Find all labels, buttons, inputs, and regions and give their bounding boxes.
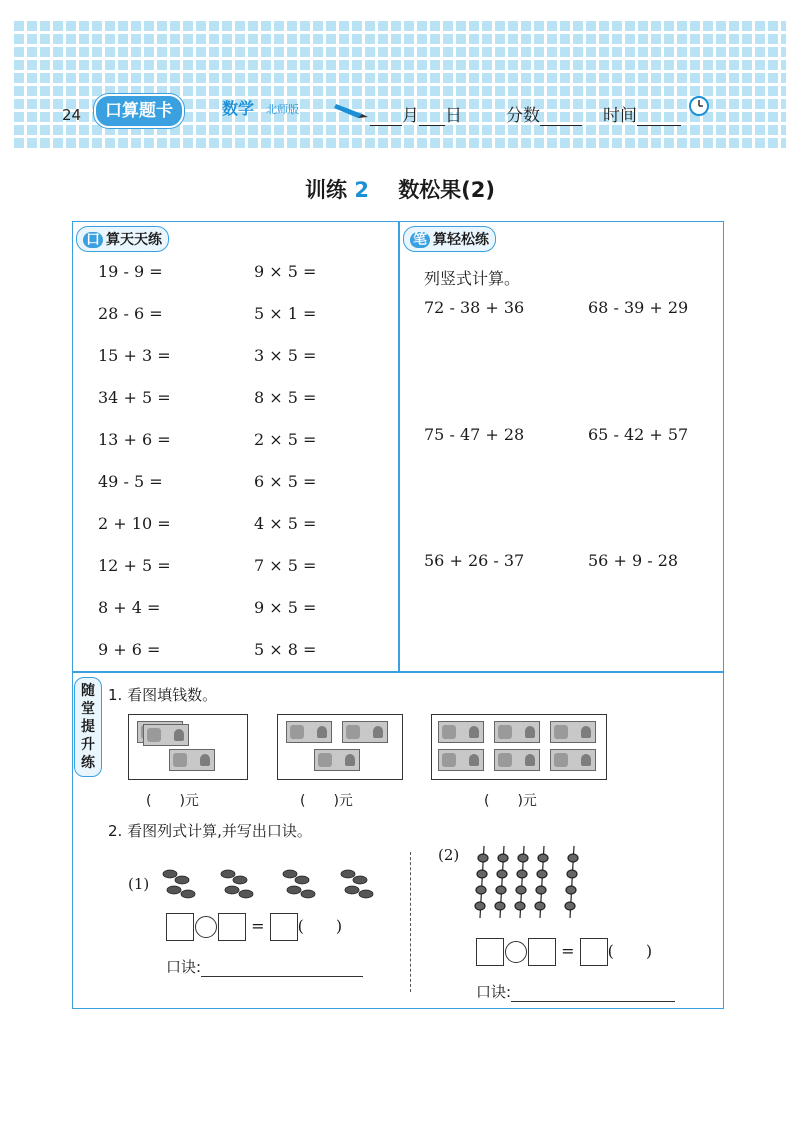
header-banner xyxy=(14,18,786,148)
unit-blank[interactable]: ( ) xyxy=(297,916,343,936)
time-label: 时间 xyxy=(603,106,637,126)
title-name: 数松果(2) xyxy=(398,178,495,202)
written-problem: 56 + 9 - 28 xyxy=(588,551,679,570)
clock-icon xyxy=(688,95,710,117)
banknote-icon xyxy=(342,721,388,743)
number-box[interactable] xyxy=(476,938,504,966)
oral-problem: 12 + 5 = xyxy=(98,556,171,575)
bead-strings-image xyxy=(474,844,584,922)
question-2: 2. 看图列式计算,并写出口诀。 xyxy=(108,822,312,840)
banknote-icon xyxy=(550,721,596,743)
oral-problem: 19 - 9 = xyxy=(98,262,163,281)
koujue-label: 口诀: xyxy=(476,983,512,1001)
oral-problem: 13 + 6 = xyxy=(98,430,171,449)
operator-circle[interactable] xyxy=(505,941,527,963)
month-label: 月 xyxy=(402,106,419,126)
brand-badge: 口算题卡 xyxy=(94,94,184,128)
koujue-row-1 xyxy=(166,956,363,977)
oral-tag xyxy=(76,226,169,252)
money-frame-1 xyxy=(128,714,248,780)
koujue-row-2 xyxy=(476,981,675,1002)
written-instruction: 列竖式计算。 xyxy=(424,269,521,288)
oral-problem: 5 × 8 = xyxy=(254,640,317,659)
pencil-icon xyxy=(334,100,370,120)
koujue-blank[interactable] xyxy=(511,985,675,1002)
written-problem: 68 - 39 + 29 xyxy=(588,298,689,317)
edition-label: 北师版 xyxy=(266,103,299,116)
oral-problem: 2 × 5 = xyxy=(254,430,317,449)
number-box[interactable] xyxy=(528,938,556,966)
answer-blank-3[interactable]: ( )元 xyxy=(484,793,537,809)
oral-problem: 4 × 5 = xyxy=(254,514,317,533)
written-tag-rest: 算轻松练 xyxy=(433,232,489,248)
banknote-icon xyxy=(550,749,596,771)
oral-problem: 9 × 5 = xyxy=(254,598,317,617)
banknote-icon xyxy=(286,721,332,743)
oral-problem: 49 - 5 = xyxy=(98,472,163,491)
title-number: 2 xyxy=(354,178,369,202)
answer-blank-1[interactable]: ( )元 xyxy=(146,793,199,809)
oral-problem: 28 - 6 = xyxy=(98,304,163,323)
oral-problem: 9 + 6 = xyxy=(98,640,161,659)
oral-problem: 5 × 1 = xyxy=(254,304,317,323)
written-problem: 65 - 42 + 57 xyxy=(588,425,689,444)
month-blank[interactable] xyxy=(370,107,402,126)
date-row xyxy=(370,101,462,126)
part-1-label: (1) xyxy=(128,875,150,893)
title-prefix: 训练 xyxy=(305,178,347,202)
oral-problem: 3 × 5 = xyxy=(254,346,317,365)
page-title xyxy=(0,174,800,204)
oral-problem: 34 + 5 = xyxy=(98,388,171,407)
equation-1 xyxy=(166,913,342,941)
banknote-icon xyxy=(438,721,484,743)
unit-blank[interactable]: ( ) xyxy=(607,941,653,961)
time-blank[interactable] xyxy=(637,107,681,126)
score-blank[interactable] xyxy=(540,107,582,126)
question-1: 1. 看图填钱数。 xyxy=(108,686,218,704)
koujue-blank[interactable] xyxy=(201,960,363,977)
oral-tag-rest: 算天天练 xyxy=(106,232,162,248)
part-2-label: (2) xyxy=(438,846,460,864)
oral-tag-first: 口 xyxy=(83,232,103,248)
practice-tag: 随堂提升练 xyxy=(74,677,102,777)
time-row xyxy=(603,101,681,126)
written-problem: 72 - 38 + 36 xyxy=(424,298,525,317)
subject-label: 数学 xyxy=(222,99,255,118)
banknote-icon xyxy=(169,749,215,771)
money-frame-3 xyxy=(431,714,607,780)
oral-problem: 15 + 3 = xyxy=(98,346,171,365)
oral-problem: 6 × 5 = xyxy=(254,472,317,491)
koujue-label: 口诀: xyxy=(166,958,202,976)
written-tag xyxy=(403,226,496,252)
oral-problem: 9 × 5 = xyxy=(254,262,317,281)
equals-sign: = xyxy=(251,916,265,936)
result-box[interactable] xyxy=(270,913,298,941)
oral-problem: 8 + 4 = xyxy=(98,598,161,617)
money-frame-2 xyxy=(277,714,403,780)
score-label: 分数 xyxy=(506,106,540,126)
score-row xyxy=(506,101,582,126)
number-box[interactable] xyxy=(166,913,194,941)
oral-problem: 2 + 10 = xyxy=(98,514,171,533)
oral-problem: 7 × 5 = xyxy=(254,556,317,575)
banknote-icon xyxy=(314,749,360,771)
banknote-icon xyxy=(438,749,484,771)
divider xyxy=(410,852,411,992)
written-problem: 56 + 26 - 37 xyxy=(424,551,525,570)
number-box[interactable] xyxy=(218,913,246,941)
equation-2 xyxy=(476,938,652,966)
banknote-icon xyxy=(494,749,540,771)
answer-blank-2[interactable]: ( )元 xyxy=(300,793,353,809)
oral-problem: 8 × 5 = xyxy=(254,388,317,407)
banknote-icon xyxy=(494,721,540,743)
banknote-icon xyxy=(143,724,189,746)
operator-circle[interactable] xyxy=(195,916,217,938)
day-blank[interactable] xyxy=(419,107,445,126)
written-problem: 75 - 47 + 28 xyxy=(424,425,525,444)
pinecone-groups-image xyxy=(160,866,386,902)
result-box[interactable] xyxy=(580,938,608,966)
day-label: 日 xyxy=(445,106,462,126)
page-number: 24 xyxy=(62,106,82,124)
equals-sign: = xyxy=(561,941,575,961)
written-tag-first: 笔 xyxy=(410,232,430,248)
